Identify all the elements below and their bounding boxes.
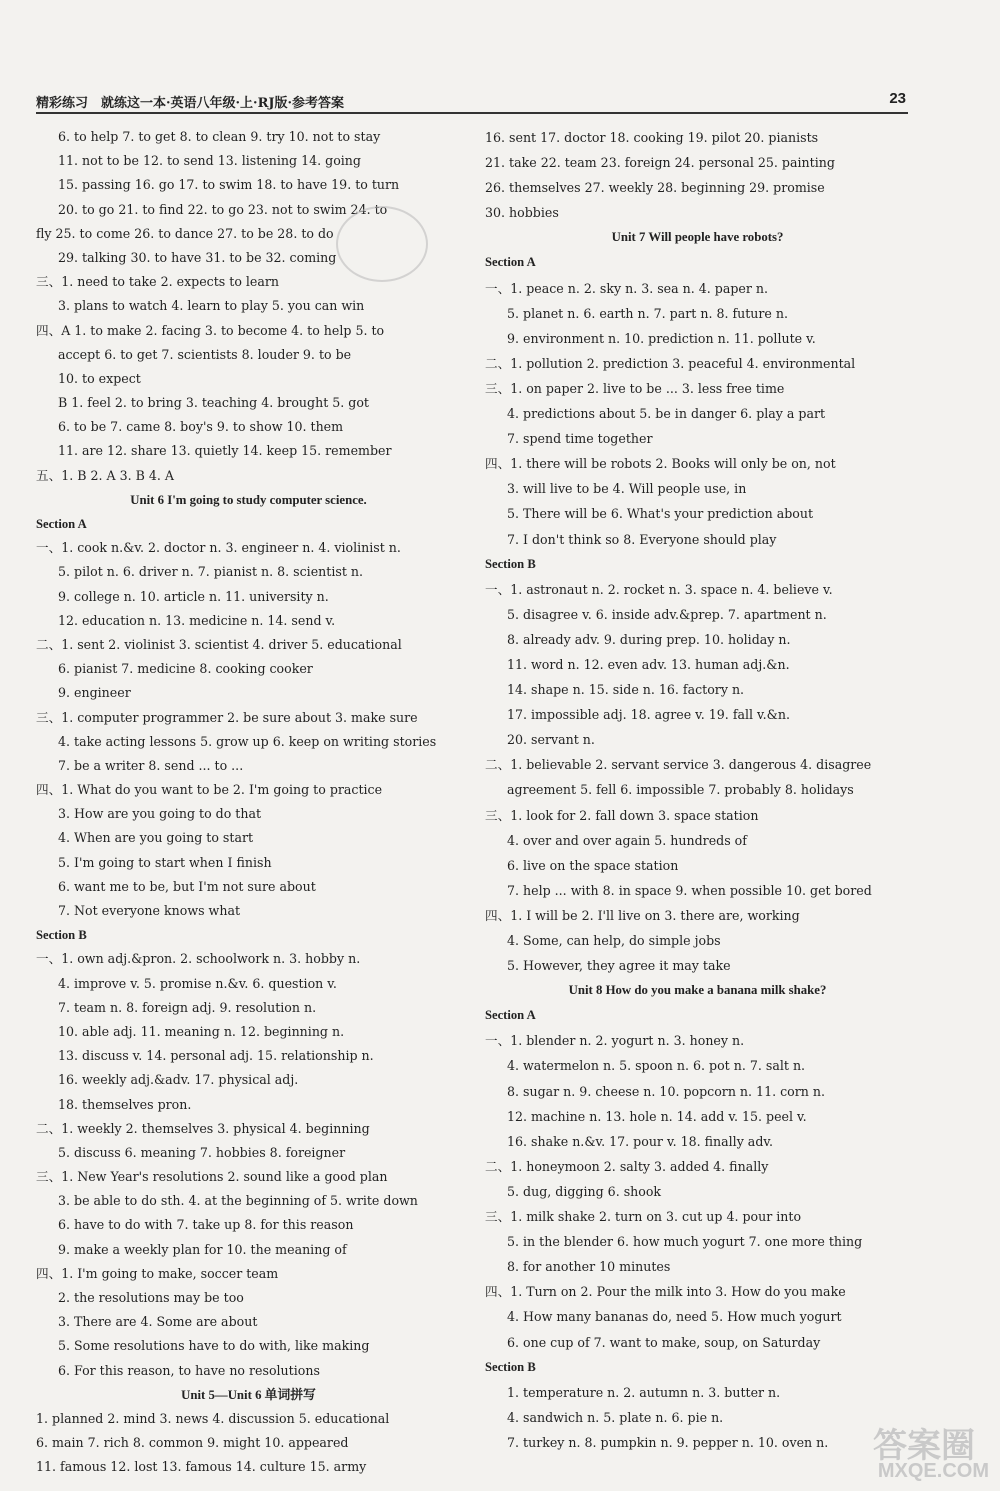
answer-line: 29. talking 30. to have 31. to be 32. coming xyxy=(58,249,337,265)
answer-line: 二、1. sent 2. violinist 3. scientist 4. driver 5. educational xyxy=(36,636,402,652)
answer-line: 6. live on the space station xyxy=(507,857,679,873)
answer-line: 6. main 7. rich 8. common 9. might 10. appeared xyxy=(36,1435,349,1451)
answer-line: fly 25. to come 26. to dance 27. to be 28. to do xyxy=(36,225,334,241)
answer-line: 20. servant n. xyxy=(507,732,595,748)
answer-line: 4. predictions about 5. be in danger 6. play a part xyxy=(507,406,826,422)
watermark-url: MXQE.COM xyxy=(877,1460,989,1482)
answer-line: 5. I'm going to start when I finish xyxy=(58,854,272,870)
answer-line: 5. disagree v. 6. inside adv.&prep. 7. apartment n. xyxy=(507,606,827,622)
answer-line: 一、1. cook n.&v. 2. doctor n. 3. engineer n. 4. violinist n. xyxy=(36,540,401,556)
answer-line: 四、1. I will be 2. I'll live on 3. there are, working xyxy=(485,907,800,923)
answer-line: 二、1. pollution 2. prediction 3. peaceful 4. environmental xyxy=(485,355,856,371)
answer-line: 二、1. honeymoon 2. salty 3. added 4. finally xyxy=(485,1158,769,1174)
answer-line: 一、1. blender n. 2. yogurt n. 3. honey n. xyxy=(485,1033,745,1049)
section-heading: Section B xyxy=(485,1359,536,1374)
answer-line: 一、1. peace n. 2. sky n. 3. sea n. 4. paper n. xyxy=(485,280,769,296)
answer-line: 4. over and over again 5. hundreds of xyxy=(507,832,747,848)
left-answer-column xyxy=(36,125,461,1480)
answer-line: 30. hobbies xyxy=(485,205,559,221)
answer-line: 5. in the blender 6. how much yogurt 7. one more thing xyxy=(507,1234,863,1250)
answer-line: 16. weekly adj.&adv. 17. physical adj. xyxy=(58,1072,299,1088)
answer-line: 2. the resolutions may be too xyxy=(58,1290,244,1305)
answer-line: 11. are 12. share 13. quietly 14. keep 15. remember xyxy=(58,443,392,459)
answer-line: 8. already adv. 9. during prep. 10. holiday n. xyxy=(507,631,791,647)
answer-line: 7. be a writer 8. send ... to ... xyxy=(58,757,244,773)
answer-line: 3. will live to be 4. Will people use, in xyxy=(507,481,747,497)
answer-line: 3. plans to watch 4. learn to play 5. you can win xyxy=(58,298,365,314)
right-answer-column xyxy=(485,125,910,1455)
answer-line: 一、1. own adj.&pron. 2. schoolwork n. 3. hobby n. xyxy=(36,951,361,967)
answer-line: 11. not to be 12. to send 13. listening 14. going xyxy=(58,153,361,169)
answer-line: 5. pilot n. 6. driver n. 7. pianist n. 8. scientist n. xyxy=(58,564,363,580)
page-number: 23 xyxy=(889,90,906,107)
answer-line: 三、1. on paper 2. live to be ... 3. less free time xyxy=(485,380,785,396)
answer-line: 13. discuss v. 14. personal adj. 15. relationship n. xyxy=(58,1048,374,1064)
answer-line: 6. have to do with 7. take up 8. for this reason xyxy=(58,1217,354,1233)
answer-line: 5. There will be 6. What's your prediction about xyxy=(507,506,814,522)
answer-line: 1. planned 2. mind 3. news 4. discussion 5. educational xyxy=(36,1410,390,1426)
section-heading: Section A xyxy=(485,255,536,270)
seal-stamp xyxy=(336,206,428,282)
answer-line: 4. Some, can help, do simple jobs xyxy=(507,933,721,948)
answer-line: 17. impossible adj. 18. agree v. 19. fall v.&n. xyxy=(507,707,790,723)
answer-line: 二、1. believable 2. servant service 3. dangerous 4. disagree xyxy=(485,757,872,773)
unit-heading: Unit 7 Will people have robots? xyxy=(611,230,784,245)
answer-line: 10. able adj. 11. meaning n. 12. beginning n. xyxy=(58,1023,345,1039)
answer-line: 12. machine n. 13. hole n. 14. add v. 15. peel v. xyxy=(507,1108,807,1124)
answer-line: 11. famous 12. lost 13. famous 14. culture 15. army xyxy=(36,1459,367,1475)
answer-line: 4. take acting lessons 5. grow up 6. keep on writing stories xyxy=(58,733,437,749)
answer-line: 6. to be 7. came 8. boy's 9. to show 10. them xyxy=(58,419,344,435)
section-heading: Section B xyxy=(485,556,536,571)
answer-line: 7. turkey n. 8. pumpkin n. 9. pepper n. 10. oven n. xyxy=(507,1434,829,1450)
unit-heading: Unit 8 How do you make a banana milk shake? xyxy=(568,983,827,998)
answer-line: 9. engineer xyxy=(58,685,131,701)
answer-line: 3. be able to do sth. 4. at the beginning of 5. write down xyxy=(58,1193,418,1209)
answer-line: 3. There are 4. Some are about xyxy=(58,1314,258,1330)
answer-line: 21. take 22. team 23. foreign 24. personal 25. painting xyxy=(485,155,835,171)
page-header xyxy=(36,90,908,114)
answer-line: 一、1. astronaut n. 2. rocket n. 3. space n. 4. believe v. xyxy=(485,581,833,597)
answer-line: 四、1. there will be robots 2. Books will only be on, not xyxy=(485,456,836,472)
answer-line: 5. planet n. 6. earth n. 7. part n. 8. future n. xyxy=(507,305,788,321)
answer-line: 6. want me to be, but I'm not sure about xyxy=(58,878,316,894)
answer-line: 四、1. Turn on 2. Pour the milk into 3. How do you make xyxy=(485,1284,846,1300)
answer-line: 4. watermelon n. 5. spoon n. 6. pot n. 7. salt n. xyxy=(507,1058,806,1074)
answer-line: 4. improve v. 5. promise n.&v. 6. question v. xyxy=(58,975,337,991)
answer-line: 12. education n. 13. medicine n. 14. send v. xyxy=(58,612,336,628)
section-heading: Section A xyxy=(36,517,87,531)
answer-line: 6. one cup of 7. want to make, soup, on Saturday xyxy=(507,1334,821,1350)
answer-line: 4. How many bananas do, need 5. How much yogurt xyxy=(507,1309,842,1325)
answer-line: accept 6. to get 7. scientists 8. louder 9. to be xyxy=(58,346,352,362)
answer-line: 7. help ... with 8. in space 9. when possible 10. get bored xyxy=(507,882,872,898)
unit-heading: Unit 5—Unit 6 单词拼写 xyxy=(181,1387,316,1402)
answer-line: 9. make a weekly plan for 10. the meaning of xyxy=(58,1241,347,1257)
answer-line: 4. When are you going to start xyxy=(58,830,254,846)
answer-line: agreement 5. fell 6. impossible 7. probably 8. holidays xyxy=(507,782,854,798)
answer-line: 16. shake n.&v. 17. pour v. 18. finally adv. xyxy=(507,1133,774,1149)
answer-line: 9. environment n. 10. prediction n. 11. pollute v. xyxy=(507,330,816,346)
site-watermark xyxy=(825,1427,995,1485)
answer-line: 4. sandwich n. 5. plate n. 6. pie n. xyxy=(507,1409,724,1425)
answer-line: 二、1. weekly 2. themselves 3. physical 4. beginning xyxy=(36,1120,370,1136)
answer-line: 20. to go 21. to find 22. to go 23. not to swim 24. to xyxy=(58,201,388,217)
answer-line: 15. passing 16. go 17. to swim 18. to have 19. to turn xyxy=(58,177,400,193)
answer-line: 5. However, they agree it may take xyxy=(507,958,731,974)
answer-line: 5. discuss 6. meaning 7. hobbies 8. foreigner xyxy=(58,1144,346,1160)
answer-line: 四、A 1. to make 2. facing 3. to become 4. to help 5. to xyxy=(36,322,385,338)
answer-line: 16. sent 17. doctor 18. cooking 19. pilot 20. pianists xyxy=(485,130,819,145)
answer-line: 6. to help 7. to get 8. to clean 9. try 10. not to stay xyxy=(58,129,381,144)
answer-line: 四、1. What do you want to be 2. I'm going to practice xyxy=(36,782,383,798)
answer-line: 三、1. need to take 2. expects to learn xyxy=(36,274,280,290)
answer-line: 7. I don't think so 8. Everyone should play xyxy=(507,531,777,547)
answer-line: 1. temperature n. 2. autumn n. 3. butter n. xyxy=(507,1384,781,1400)
answer-line: 11. word n. 12. even adv. 13. human adj.&n. xyxy=(507,656,790,672)
answer-line: 四、1. I'm going to make, soccer team xyxy=(36,1265,279,1281)
section-heading: Section B xyxy=(36,928,87,943)
answer-line: 18. themselves pron. xyxy=(58,1096,192,1112)
answer-line: 26. themselves 27. weekly 28. beginning 29. promise xyxy=(485,180,825,196)
answer-line: 三、1. milk shake 2. turn on 3. cut up 4. pour into xyxy=(485,1209,802,1225)
answer-line: 10. to expect xyxy=(58,370,141,386)
answer-line: 7. spend time together xyxy=(507,431,653,447)
answer-line: 6. For this reason, to have no resolutions xyxy=(58,1362,320,1378)
book-title: 精彩练习 就练这一本·英语八年级·上·RJ版·参考答案 xyxy=(36,96,345,111)
section-heading: Section A xyxy=(485,1008,536,1023)
watermark-logo: 答案圈 xyxy=(873,1427,975,1465)
answer-line: 5. Some resolutions have to do with, like making xyxy=(58,1338,370,1354)
answer-line: 9. college n. 10. article n. 11. university n. xyxy=(58,588,329,604)
answer-line: 7. team n. 8. foreign adj. 9. resolution n. xyxy=(58,999,317,1015)
answer-line: 7. Not everyone knows what xyxy=(58,903,241,918)
answer-line: 8. sugar n. 9. cheese n. 10. popcorn n. 11. corn n. xyxy=(507,1083,825,1099)
answer-line: B 1. feel 2. to bring 3. teaching 4. brought 5. got xyxy=(58,395,369,411)
answer-line: 三、1. computer programmer 2. be sure about 3. make sure xyxy=(36,709,418,725)
unit-heading: Unit 6 I'm going to study computer science. xyxy=(130,492,367,507)
answer-line: 三、1. New Year's resolutions 2. sound like a good plan xyxy=(36,1169,388,1185)
answer-line: 5. dug, digging 6. shook xyxy=(507,1183,662,1199)
answer-line: 3. How are you going to do that xyxy=(58,806,262,822)
answer-line: 三、1. look for 2. fall down 3. space station xyxy=(485,807,759,823)
answer-line: 6. pianist 7. medicine 8. cooking cooker xyxy=(58,661,313,677)
answer-line: 五、1. B 2. A 3. B 4. A xyxy=(36,467,174,483)
answer-line: 8. for another 10 minutes xyxy=(507,1259,671,1275)
answer-line: 14. shape n. 15. side n. 16. factory n. xyxy=(507,682,745,698)
